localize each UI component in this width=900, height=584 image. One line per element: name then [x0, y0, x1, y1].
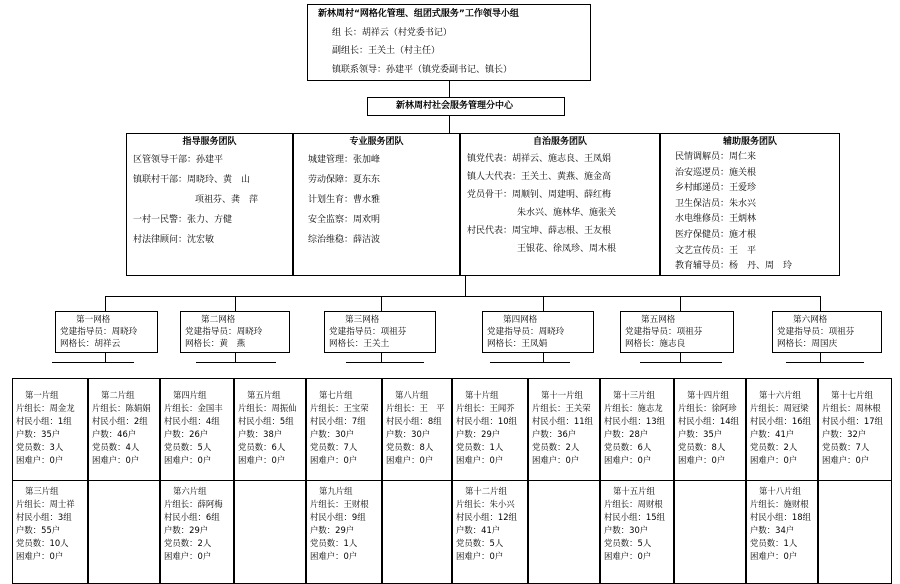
pianzu-poor: 困难户：0户	[456, 551, 504, 561]
pianzu-poor: 困难户：0户	[310, 551, 358, 561]
pianzu-name: 第五片组	[247, 390, 281, 400]
team-line: 文艺宣传员：王 平	[675, 245, 757, 256]
team-line: 镇党代表：胡祥云、施志良、王凤娟	[467, 154, 612, 164]
pianzu-group: 村民小组：17组	[822, 416, 883, 426]
connector-line	[543, 353, 544, 362]
team-line: 项祖芬、龚 萍	[195, 195, 259, 205]
connector-line	[820, 296, 821, 311]
connector-line	[640, 362, 722, 363]
connector-line	[105, 296, 820, 297]
pianzu-households: 户数：29户	[456, 429, 501, 439]
pianzu-cell	[160, 480, 234, 584]
pianzu-name: 第十五片组	[613, 486, 655, 496]
connector-line	[449, 116, 450, 133]
pianzu-cell	[600, 378, 674, 481]
pianzu-members: 党员数：1人	[750, 538, 798, 548]
pianzu-name: 第一片组	[25, 390, 59, 400]
grid-name: 第五网格	[641, 315, 676, 325]
grid-name: 第六网格	[793, 315, 828, 325]
grid-box	[55, 311, 158, 353]
pianzu-households: 户数：30户	[310, 429, 355, 439]
team-name: 自治服务团队	[532, 137, 587, 147]
pianzu-poor: 困难户：0户	[16, 455, 64, 465]
pianzu-group: 村民小组：9组	[310, 512, 366, 522]
pianzu-households: 户数：55户	[16, 525, 61, 535]
leadership-title: 新林周村“网格化管理、组团式服务”工作领导小组	[318, 9, 519, 19]
pianzu-poor: 困难户：0户	[532, 455, 580, 465]
grid-head: 网格长：王关土	[329, 339, 390, 349]
leadership-liaison: 镇联系领导：孙建平（镇党委副书记、镇长）	[332, 65, 513, 75]
pianzu-members: 党员数：8人	[386, 442, 434, 452]
pianzu-name: 第十一片组	[541, 390, 583, 400]
team-autonomy	[460, 133, 660, 276]
pianzu-leader: 片组长：周财根	[604, 499, 663, 509]
team-line: 村民代表：周宝坤、薛志根、王友根	[467, 226, 612, 236]
connector-line	[235, 353, 236, 362]
team-line: 综治维稳：薛洁波	[308, 235, 381, 245]
pianzu-members: 党员数：1人	[310, 538, 358, 548]
pianzu-name: 第二片组	[101, 390, 135, 400]
pianzu-leader: 片组长：王闻芥	[456, 403, 515, 413]
team-line: 劳动保障：夏东东	[308, 175, 381, 185]
pianzu-members: 党员数：6人	[238, 442, 286, 452]
team-line: 医疗保健员：施才根	[675, 229, 757, 240]
grid-box	[620, 311, 734, 353]
pianzu-members: 党员数：7人	[310, 442, 358, 452]
pianzu-poor: 困难户：0户	[92, 455, 140, 465]
pianzu-empty	[234, 480, 306, 584]
pianzu-members: 党员数：10人	[16, 538, 69, 548]
grid-guide: 党建指导员：周晓玲	[60, 327, 138, 337]
pianzu-group: 村民小组：13组	[604, 416, 665, 426]
team-line: 区管领导干部：孙建平	[133, 155, 224, 165]
pianzu-group: 村民小组：3组	[16, 512, 72, 522]
pianzu-name: 第十二片组	[465, 486, 507, 496]
pianzu-cell	[600, 480, 674, 584]
pianzu-households: 户数：30户	[604, 525, 649, 535]
connector-line	[680, 353, 681, 362]
pianzu-households: 户数：41户	[750, 429, 795, 439]
leadership-leader: 组 长：胡祥云（村党委书记）	[332, 28, 452, 38]
pianzu-poor: 困难户：0户	[604, 455, 652, 465]
pianzu-leader: 片组长：薛阿梅	[164, 499, 223, 509]
pianzu-households: 户数：46户	[92, 429, 137, 439]
leadership-box	[307, 4, 591, 81]
pianzu-leader: 片组长：王 平	[386, 403, 445, 413]
pianzu-poor: 困难户：0户	[678, 455, 726, 465]
connector-line	[490, 362, 570, 363]
team-line: 朱水兴、施林华、施张关	[517, 208, 617, 218]
pianzu-name: 第三片组	[25, 486, 59, 496]
pianzu-leader: 片组长：周冠梁	[750, 403, 809, 413]
pianzu-households: 户数：29户	[310, 525, 355, 535]
pianzu-leader: 片组长：王财根	[310, 499, 369, 509]
pianzu-group: 村民小组：8组	[386, 416, 442, 426]
pianzu-leader: 片组长：王关荣	[532, 403, 591, 413]
team-professional	[293, 133, 460, 276]
connector-line	[346, 362, 424, 363]
pianzu-name: 第六片组	[173, 486, 207, 496]
grid-name: 第二网格	[201, 315, 236, 325]
center-title: 新林周村社会服务管理分中心	[396, 101, 514, 111]
pianzu-group: 村民小组：14组	[678, 416, 739, 426]
team-line: 民情调解员：周仁来	[675, 152, 757, 162]
pianzu-group: 村民小组：7组	[310, 416, 366, 426]
pianzu-members: 党员数：3人	[16, 442, 64, 452]
grid-head: 网格长：黄 燕	[185, 339, 246, 349]
pianzu-poor: 困难户：0户	[386, 455, 434, 465]
team-name: 指导服务团队	[182, 137, 237, 147]
grid-head: 网格长：胡祥云	[60, 339, 121, 349]
connector-line	[105, 353, 106, 362]
pianzu-leader: 片组长：周振仙	[238, 403, 297, 413]
pianzu-name: 第八片组	[395, 390, 429, 400]
pianzu-leader: 片组长：朱小兴	[456, 499, 515, 509]
team-auxiliary	[660, 133, 840, 276]
team-line: 治安巡逻员：施关根	[675, 167, 757, 178]
pianzu-members: 党员数：2人	[164, 538, 212, 548]
grid-name: 第三网格	[345, 315, 380, 325]
pianzu-members: 党员数：6人	[604, 442, 652, 452]
pianzu-cell	[306, 480, 382, 584]
pianzu-households: 户数：38户	[238, 429, 283, 439]
pianzu-cell	[818, 378, 892, 481]
grid-box	[324, 311, 436, 353]
connector-line	[235, 296, 236, 311]
pianzu-empty	[528, 480, 600, 584]
pianzu-poor: 困难户：0户	[238, 455, 286, 465]
team-line: 水电维修员：王炳林	[675, 214, 757, 225]
grid-name: 第一网格	[76, 315, 111, 325]
grid-guide: 党建指导员：周晓玲	[185, 327, 263, 337]
pianzu-cell	[12, 378, 88, 481]
connector-line	[820, 353, 821, 362]
pianzu-group: 村民小组：15组	[604, 512, 665, 522]
pianzu-cell	[234, 378, 306, 481]
pianzu-households: 户数：34户	[750, 525, 795, 535]
pianzu-group: 村民小组：4组	[164, 416, 220, 426]
pianzu-empty	[382, 480, 452, 584]
pianzu-households: 户数：36户	[532, 429, 577, 439]
pianzu-empty	[674, 480, 746, 584]
grid-head: 网格长：周国庆	[777, 339, 838, 349]
pianzu-members: 党员数：5人	[164, 442, 212, 452]
pianzu-leader: 片组长：周士祥	[16, 499, 75, 509]
pianzu-name: 第十片组	[465, 390, 499, 400]
connector-line	[449, 81, 450, 97]
connector-line	[196, 362, 276, 363]
pianzu-poor: 困难户：0户	[164, 455, 212, 465]
connector-line	[105, 296, 106, 311]
pianzu-cell	[160, 378, 234, 481]
pianzu-group: 村民小组：10组	[456, 416, 517, 426]
pianzu-name: 第四片组	[173, 390, 207, 400]
pianzu-empty	[818, 480, 892, 584]
connector-line	[786, 362, 864, 363]
pianzu-name: 第十八片组	[759, 486, 801, 496]
grid-box	[772, 311, 882, 353]
pianzu-cell	[88, 378, 160, 481]
pianzu-empty	[88, 480, 160, 584]
pianzu-name: 第七片组	[319, 390, 353, 400]
pianzu-poor: 困难户：0户	[456, 455, 504, 465]
pianzu-poor: 困难户：0户	[604, 551, 652, 561]
grid-name: 第四网格	[503, 315, 538, 325]
pianzu-members: 党员数：1人	[456, 442, 504, 452]
pianzu-leader: 片组长：金国丰	[164, 403, 223, 413]
pianzu-members: 党员数：4人	[92, 442, 140, 452]
team-line: 乡村邮递员：王爱珍	[675, 183, 757, 194]
center-box	[367, 97, 565, 116]
pianzu-cell	[528, 378, 600, 481]
pianzu-cell	[452, 480, 528, 584]
pianzu-cell	[746, 480, 818, 584]
team-line: 镇人大代表：王关土、黄燕、施金高	[467, 172, 612, 182]
grid-guide: 党建指导员：项祖芬	[329, 327, 407, 337]
pianzu-group: 村民小组：2组	[92, 416, 148, 426]
pianzu-households: 户数：35户	[678, 429, 723, 439]
team-name: 专业服务团队	[349, 137, 404, 147]
connector-line	[680, 296, 681, 311]
pianzu-cell	[452, 378, 528, 481]
team-line: 城建管理：张加峰	[308, 155, 381, 165]
pianzu-poor: 困难户：0户	[750, 551, 798, 561]
leadership-deputy: 副组长：王关土（村主任）	[332, 46, 441, 56]
pianzu-group: 村民小组：6组	[164, 512, 220, 522]
pianzu-leader: 片组长：王宝荣	[310, 403, 369, 413]
pianzu-cell	[12, 480, 88, 584]
grid-guide: 党建指导员：项祖芬	[777, 327, 855, 337]
team-line: 党员骨干：周顺钊、周建明、薛红梅	[467, 190, 612, 200]
pianzu-poor: 困难户：0户	[164, 551, 212, 561]
grid-guide: 党建指导员：项祖芬	[625, 327, 703, 337]
pianzu-members: 党员数：2人	[750, 442, 798, 452]
pianzu-name: 第十三片组	[613, 390, 655, 400]
connector-line	[52, 362, 134, 363]
pianzu-name: 第十七片组	[831, 390, 873, 400]
pianzu-members: 党员数：8人	[678, 442, 726, 452]
connector-line	[543, 296, 544, 311]
pianzu-poor: 困难户：0户	[822, 455, 870, 465]
pianzu-cell	[306, 378, 382, 481]
pianzu-cell	[746, 378, 818, 481]
connector-line	[465, 276, 466, 296]
connector-line	[381, 296, 382, 311]
pianzu-leader: 片组长：施志龙	[604, 403, 663, 413]
pianzu-group: 村民小组：5组	[238, 416, 294, 426]
team-line: 卫生保洁员：朱水兴	[675, 198, 757, 209]
pianzu-households: 户数：29户	[164, 525, 209, 535]
team-line: 安全监察：周欢明	[308, 215, 381, 225]
team-guide	[126, 133, 293, 276]
team-line: 计划生育：曹水雅	[308, 195, 381, 205]
grid-head: 网格长：施志良	[625, 339, 686, 349]
pianzu-name: 第十四片组	[687, 390, 729, 400]
team-line: 镇联村干部：周晓玲、黄 山	[133, 175, 251, 185]
pianzu-households: 户数：26户	[164, 429, 209, 439]
pianzu-poor: 困难户：0户	[750, 455, 798, 465]
pianzu-leader: 片组长：徐阿珍	[678, 403, 737, 413]
pianzu-leader: 片组长：周林根	[822, 403, 881, 413]
team-line: 王银花、徐凤珍、周木根	[517, 244, 617, 254]
connector-line	[381, 353, 382, 362]
pianzu-cell	[382, 378, 452, 481]
pianzu-name: 第十六片组	[759, 390, 801, 400]
team-line: 一村一民警：张力、方健	[133, 215, 233, 225]
grid-head: 网格长：王凤娟	[487, 339, 548, 349]
pianzu-leader: 片组长：周金龙	[16, 403, 75, 413]
pianzu-members: 党员数：5人	[456, 538, 504, 548]
pianzu-poor: 困难户：0户	[16, 551, 64, 561]
pianzu-leader: 片组长：陈娟娟	[92, 403, 151, 413]
pianzu-members: 党员数：2人	[532, 442, 580, 452]
pianzu-households: 户数：30户	[386, 429, 431, 439]
pianzu-group: 村民小组：1组	[16, 416, 72, 426]
pianzu-cell	[674, 378, 746, 481]
pianzu-name: 第九片组	[319, 486, 353, 496]
pianzu-group: 村民小组：18组	[750, 512, 811, 522]
grid-box	[482, 311, 594, 353]
pianzu-members: 党员数：7人	[822, 442, 870, 452]
pianzu-poor: 困难户：0户	[310, 455, 358, 465]
pianzu-households: 户数：28户	[604, 429, 649, 439]
grid-box	[180, 311, 290, 353]
pianzu-households: 户数：35户	[16, 429, 61, 439]
grid-guide: 党建指导员：周晓玲	[487, 327, 565, 337]
pianzu-group: 村民小组：16组	[750, 416, 811, 426]
pianzu-households: 户数：32户	[822, 429, 867, 439]
pianzu-leader: 片组长：施财根	[750, 499, 809, 509]
pianzu-households: 户数：41户	[456, 525, 501, 535]
pianzu-group: 村民小组：12组	[456, 512, 517, 522]
team-name: 辅助服务团队	[722, 137, 777, 147]
pianzu-members: 党员数：5人	[604, 538, 652, 548]
team-line: 村法律顾问：沈宏敏	[133, 235, 215, 245]
pianzu-group: 村民小组：11组	[532, 416, 593, 426]
team-line: 教育辅导员：杨 丹、周 玲	[675, 261, 793, 272]
